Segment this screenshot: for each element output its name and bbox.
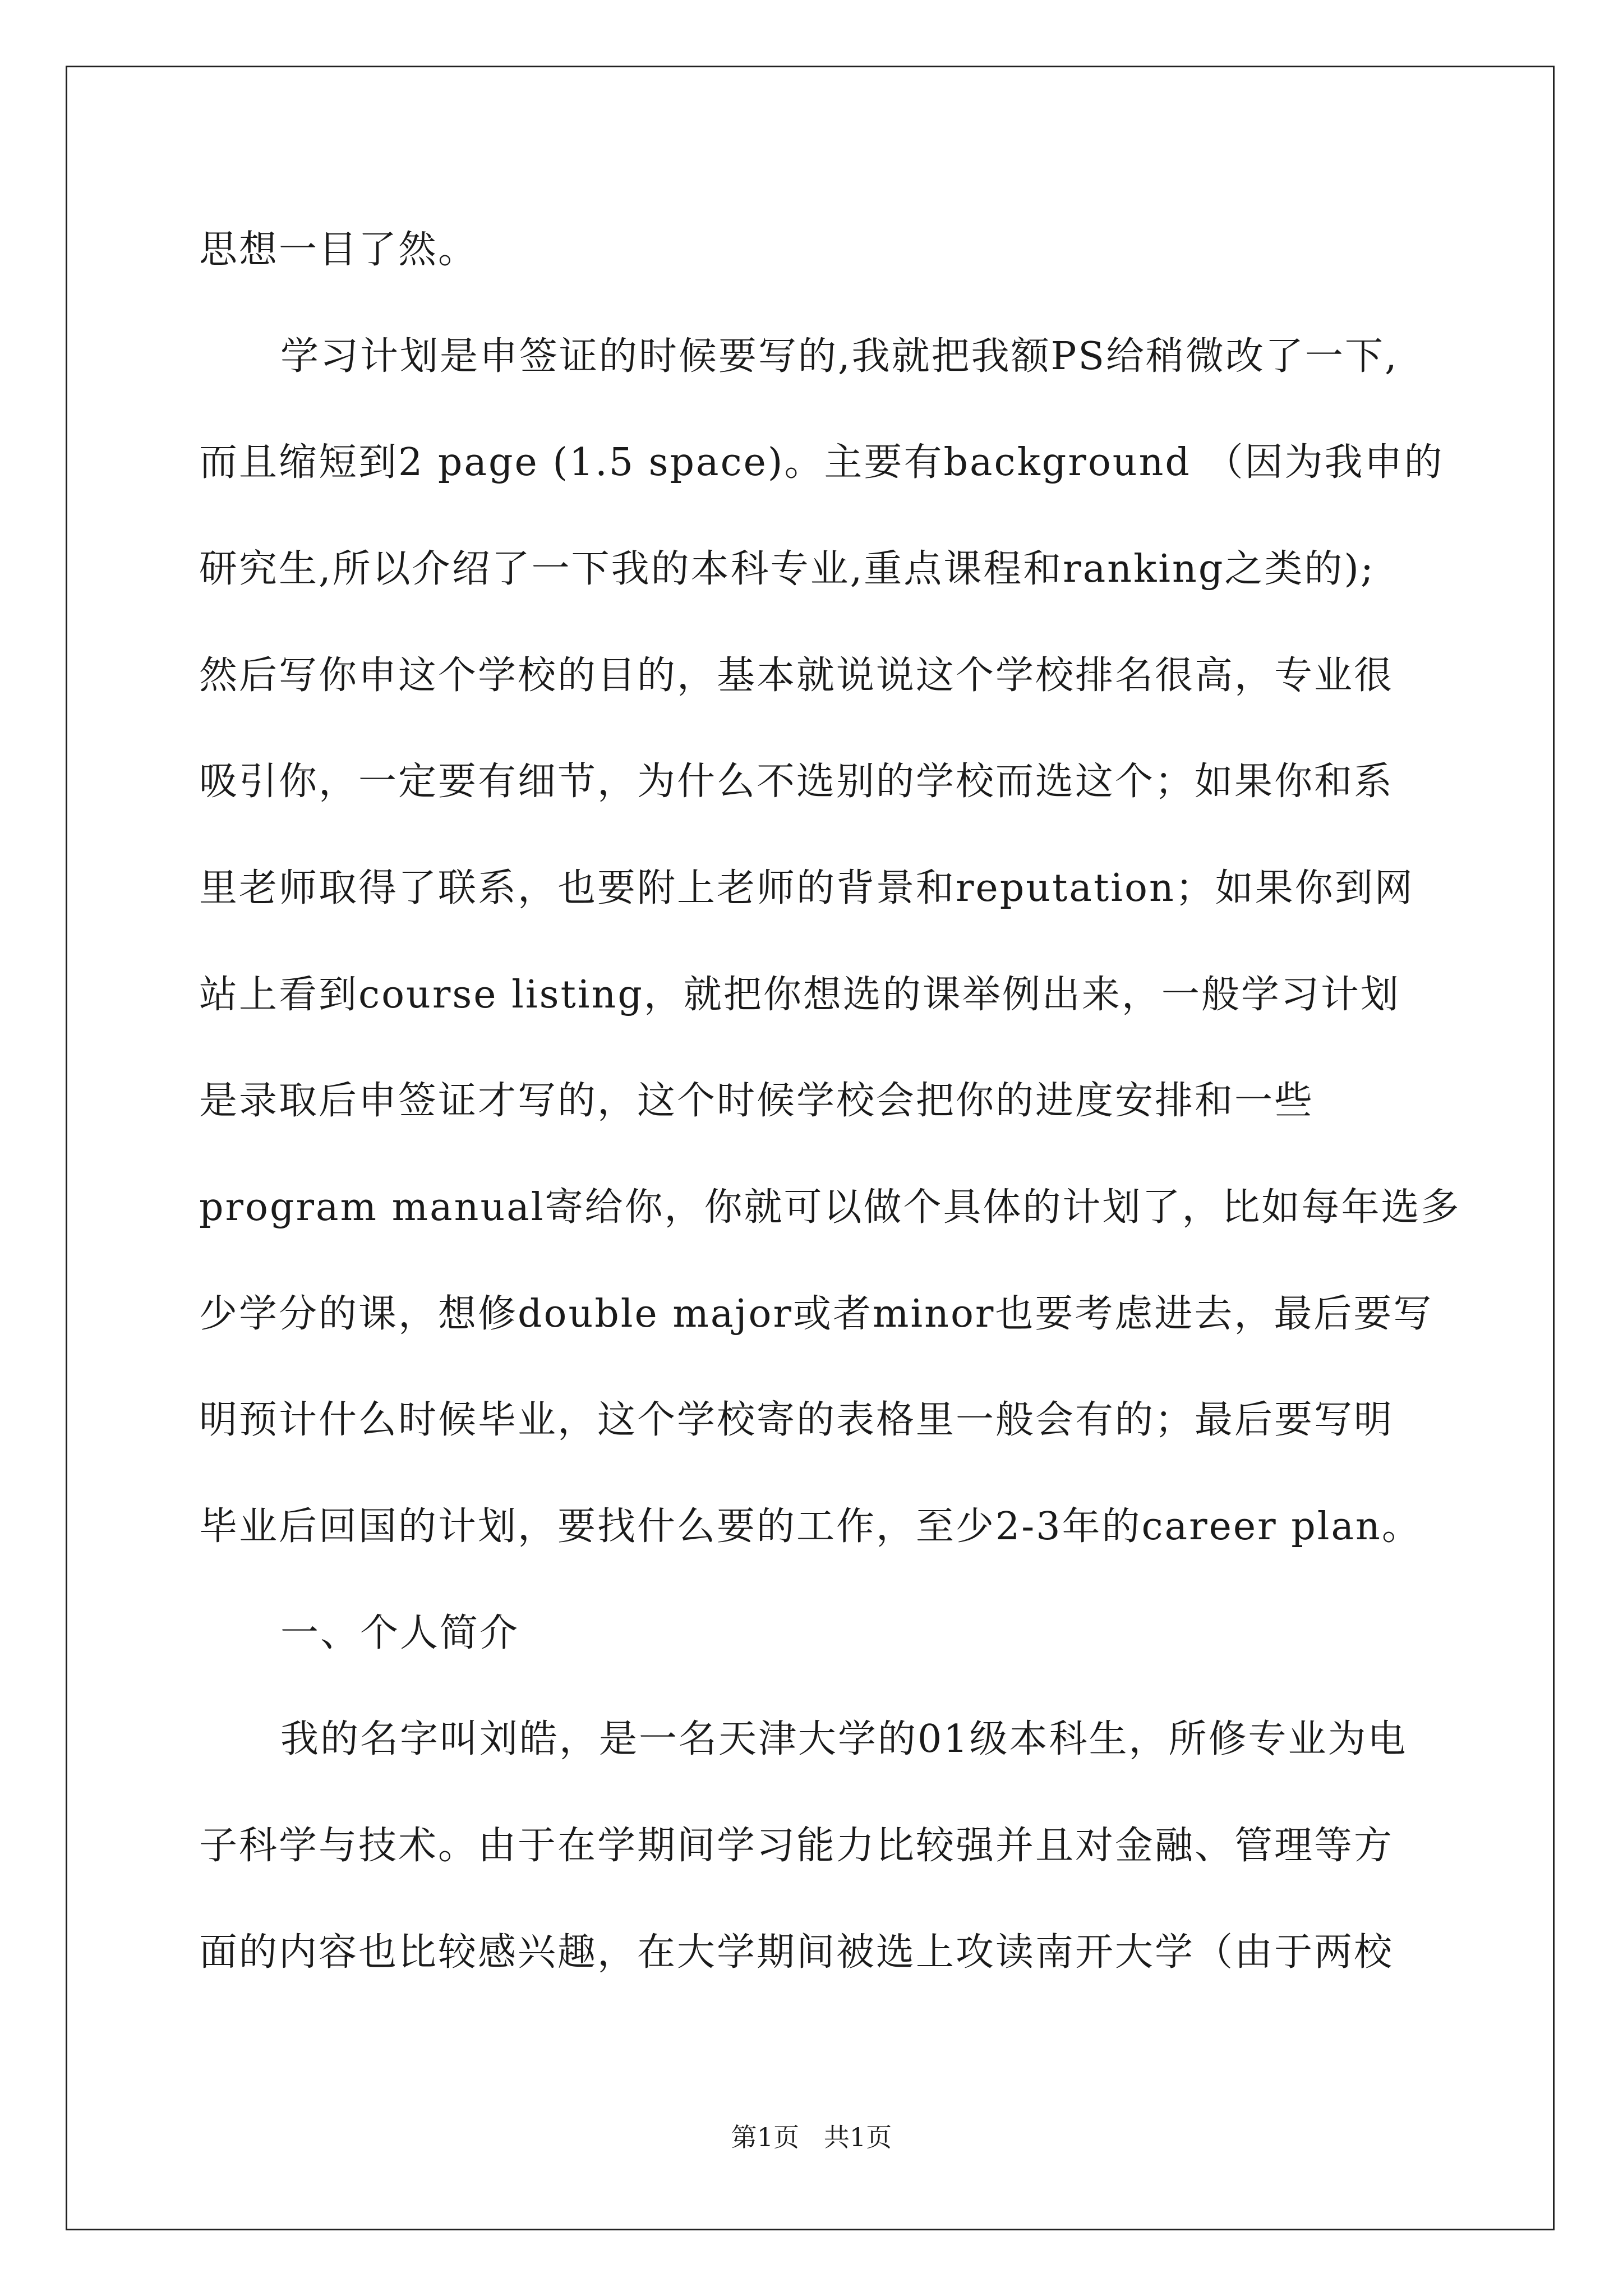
text-line: 站上看到course listing，就把你想选的课举例出来，一般学习计划 <box>199 973 1400 1017</box>
text-line: 而且缩短到2 page (1.5 space)。主要有background （因为我申的 <box>199 440 1444 485</box>
paragraph-start: 学习计划是申签证的时候要写的,我就把我额PS给稍微改了一下, <box>280 334 1399 379</box>
paragraph-start: 我的名字叫刘皓，是一名天津大学的01级本科生，所修专业为电 <box>280 1717 1408 1761</box>
text-line: 明预计什么时候毕业，这个学校寄的表格里一般会有的；最后要写明 <box>199 1398 1394 1442</box>
text-line: 然后写你申这个学校的目的，基本就说说这个学校排名很高，专业很 <box>199 654 1394 698</box>
text-line: program manual寄给你，你就可以做个具体的计划了，比如每年选多 <box>199 1185 1461 1230</box>
text-line: 是录取后申签证才写的，这个时候学校会把你的进度安排和一些 <box>199 1079 1315 1123</box>
text-line: 面的内容也比较感兴趣，在大学期间被选上攻读南开大学（由于两校 <box>199 1930 1394 1975</box>
text-line: 里老师取得了联系，也要附上老师的背景和reputation；如果你到网 <box>199 866 1414 910</box>
text-line: 思想一目了然。 <box>199 228 478 272</box>
page-footer: 第1页 共1页 <box>731 2122 892 2152</box>
text-line: 吸引你，一定要有细节，为什么不选别的学校而选这个；如果你和系 <box>199 760 1394 804</box>
text-line: 研究生,所以介绍了一下我的本科专业,重点课程和ranking之类的); <box>199 547 1375 591</box>
text-line: 少学分的课，想修double major或者minor也要考虑进去，最后要写 <box>199 1292 1433 1336</box>
section-heading: 一、个人简介 <box>280 1611 520 1655</box>
page-border <box>66 66 1555 2230</box>
text-line: 毕业后回国的计划，要找什么要的工作，至少2-3年的career plan。 <box>199 1504 1422 1549</box>
text-line: 子科学与技术。由于在学期间学习能力比较强并且对金融、管理等方 <box>199 1824 1394 1868</box>
